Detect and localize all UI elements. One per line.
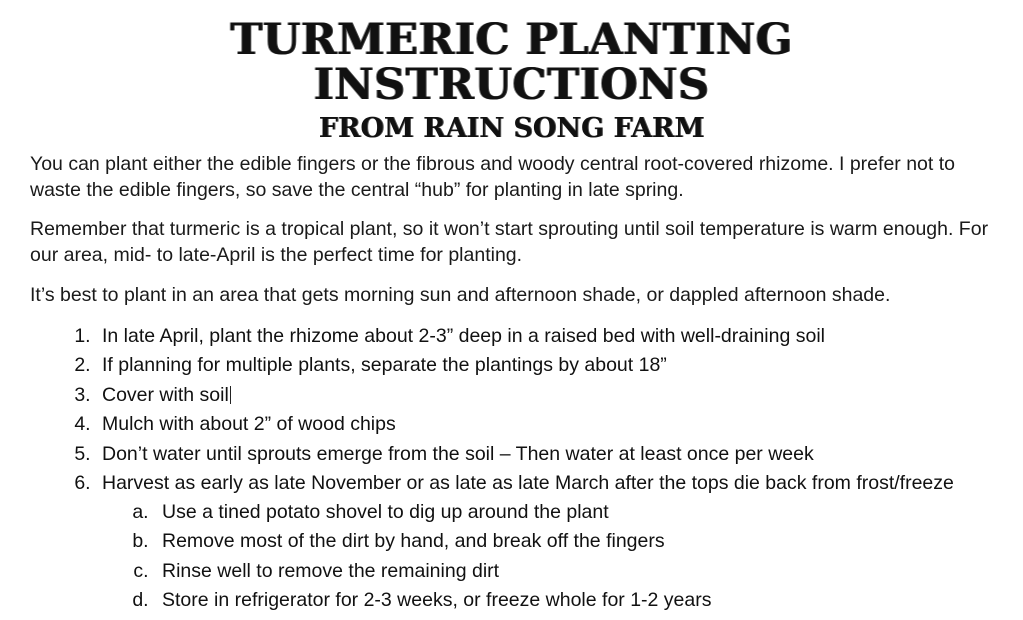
intro-paragraph-2: Remember that turmeric is a tropical plant, so it won’t start sprouting until soil temperature is warm enough. For our area, mid- to late-April is the perfect time for planting. — [30, 218, 989, 267]
substep-text: Remove most of the dirt by hand, and break off the fingers — [162, 530, 665, 553]
step-text: If planning for multiple plants, separate the plantings by about 18” — [102, 354, 667, 377]
text-cursor — [230, 386, 231, 404]
intro-paragraph-3: It’s best to plant in an area that gets morning sun and afternoon shade, or dappled afternoon shade. — [30, 283, 891, 306]
list-item — [96, 441, 993, 468]
step-text: Don’t water until sprouts emerge from the soil – Then water at least once per week — [102, 442, 814, 465]
list-item — [154, 558, 993, 585]
substep-text: Store in refrigerator for 2-3 weeks, or freeze whole for 1-2 years — [162, 589, 712, 612]
list-item — [96, 352, 993, 379]
step-text: Cover with soil — [102, 383, 229, 406]
harvest-substeps-list — [102, 499, 993, 614]
planting-steps-list — [30, 323, 993, 614]
list-item — [96, 470, 993, 614]
page-subtitle: FROM RAIN SONG FARM — [318, 113, 705, 145]
list-item — [154, 499, 993, 526]
step-text: In late April, plant the rhizome about 2-3” deep in a raised bed with well-draining soil — [102, 324, 825, 347]
substep-text: Rinse well to remove the remaining dirt — [162, 559, 500, 582]
list-item — [154, 587, 993, 614]
list-item — [96, 323, 993, 350]
list-item — [96, 382, 993, 409]
intro-paragraph-1: You can plant either the edible fingers or the fibrous and woody central root-covered rhizome. I prefer not to waste the edible fingers, so save the central “hub” for planting in late spring. — [30, 152, 955, 201]
page-title: TURMERIC PLANTING INSTRUCTIONS — [230, 15, 793, 111]
substep-text: Use a tined potato shovel to dig up around the plant — [162, 500, 609, 523]
step-text: Harvest as early as late November or as late as late March after the tops die back from frost/freeze — [102, 472, 954, 495]
list-item — [154, 528, 993, 555]
step-text: Mulch with about 2” of wood chips — [102, 413, 396, 436]
list-item — [96, 411, 993, 438]
